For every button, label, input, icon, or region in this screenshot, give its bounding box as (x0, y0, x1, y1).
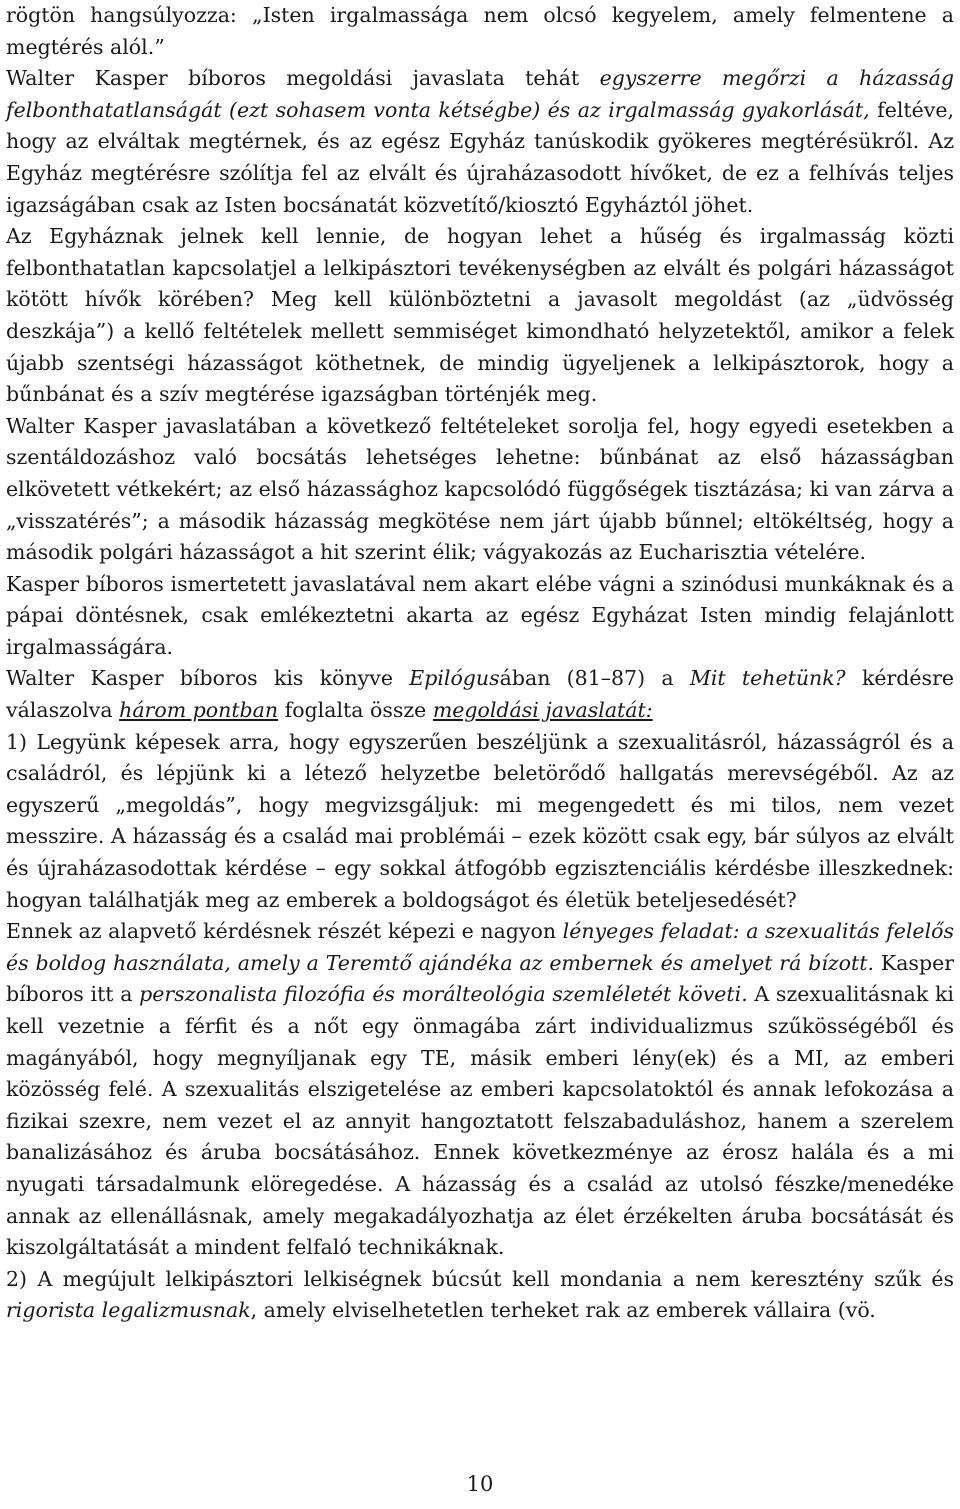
text-run: 1) Legyünk képesek arra, hogy egyszerűen beszéljünk a szexualitásról, házasságról és a családról, és lépjünk ki a létező helyzetbe beletörődő hallgatás merevségéből. Az az egyszerű „megoldás”, hogy megvizsgáljuk: mi megengedett és mi tilos, nem vezet messzire. A házasság és a család mai problémái – ezek között csak egy, bár súlyos az elvált és újraházasodottak kérdése – egy sokkal átfogóbb egzisztenciális kérdésbe illeszkednek: hogyan találhatják meg az emberek a boldogságot és életük beteljesedését? (6, 729, 954, 912)
italic-text-run: Epilógus (409, 666, 500, 691)
text-run: Walter Kasper bíboros kis könyve (6, 666, 410, 691)
paragraph (6, 221, 954, 411)
italic-text-run: megoldási javaslatát: (432, 698, 653, 723)
document-body (6, 0, 954, 1327)
text-run: ában (81–87) a (499, 666, 690, 691)
italic-text-run: három pontban (119, 698, 279, 723)
text-run: , amely elviselhetetlen terheket rak az emberek vállaira (vö. (250, 1298, 876, 1323)
paragraph (6, 411, 954, 569)
text-run: Walter Kasper bíboros megoldási javaslata tehát (6, 66, 600, 91)
text-run: foglalta össze (278, 698, 433, 723)
text-run: Ennek az alapvető kérdésnek részét képezi e nagyon (6, 919, 563, 944)
text-run: A szexualitásnak ki kell vezetnie a férfit és a nőt egy önmagába zárt individualizmus szűkösségéből és magányából, hogy megnyíljanak egy TE, másik emberi lény(ek) és a MI, az emberi közösség felé. A szexualitás elszigetelése az emberi kapcsolatoktól és annak lefokozása a fizikai szexre, nem vezet el az annyit hangoztatott felszabaduláshoz, hanem a szerelem banalizásához és áruba bocsátásához. Ennek következménye az érosz halála és a mi nyugati társadalmunk elöregedése. A házasság és a család az utolsó fészke/menedéke annak az ellenállásnak, amely megakadályozhatja az élet érzékelten áruba bocsátását és kiszolgáltatását a mindent felfaló technikáknak. (6, 982, 954, 1260)
paragraph (6, 727, 954, 917)
italic-text-run: egyszerre megőrzi a házasság felbonthatatlanságát (ezt sohasem vonta kétségbe) és az irgalmasság gyakorlását, (6, 66, 954, 122)
text-run: Az Egyháznak jelnek kell lennie, de hogyan lehet a hűség és irgalmasság közti felbonthatatlan kapcsolatjel a lelkipásztori tevékenységben az elvált és polgári házasságot kötött hívők körében? Meg kell különböztetni a javasolt megoldást (az „üdvösség deszkája”) a kellő feltételek mellett semmiséget kimondható helyzetektől, amikor a felek újabb szentségi házasságot köthetnek, de mindig ügyeljenek a lelkipásztorok, hogy a bűnbánat és a szív megtérése igazságban történjék meg. (6, 224, 954, 407)
paragraph (6, 569, 954, 664)
text-run: 2) A megújult lelkipásztori lelkiségnek búcsút kell mondania a nem keresztény szűk és (6, 1266, 954, 1291)
text-run: feltéve, hogy az elváltak megtérnek, és az egész Egyház tanúskodik gyökeres megtérésükről. Az Egyház megtérésre szólítja fel az elvált és újraházasodott hívőket, de ez a felhívás teljes igazságában csak az Isten bocsánatát közvetítő/kiosztó Egyháztól jöhet. (6, 97, 954, 217)
italic-text-run: Mit tehetünk? (689, 666, 846, 691)
text-run: Walter Kasper javaslatában a következő feltételeket sorolja fel, hogy egyedi esetekben a szentáldozáshoz való bocsátás lehetséges lehetne: bűnbánat az első házasságban elkövetett vétkekért; az első házassághoz kapcsolódó függőségek tisztázása; ki van zárva a „visszatérés”; a második házasság megkötése nem járt újabb bűnnel; eltökéltség, hogy a második polgári házasságot a hit szerint élik; vágyakozás az Eucharisztia vételére. (6, 413, 954, 565)
paragraph (6, 0, 954, 63)
italic-text-run: lényeges feladat: a szexualitás felelős és boldog használata, amely a Teremtő ajándéka az embernek és amelyet rá bízott. (6, 919, 954, 975)
paragraph (6, 663, 954, 726)
page-number: 10 (466, 1472, 494, 1496)
paragraph (6, 63, 954, 221)
text-run: Kasper bíboros itt a (6, 950, 954, 1007)
text-run: rögtön hangsúlyozza: „Isten irgalmassága nem olcsó kegyelem, amely felmentene a megtérés alól.” (6, 3, 954, 59)
text-run: kérdésre válaszolva (6, 666, 954, 723)
italic-text-run: rigorista legalizmusnak (6, 1298, 251, 1323)
paragraph (6, 1264, 954, 1327)
text-run: Kasper bíboros ismertetett javaslatával nem akart elébe vágni a szinódusi munkáknak és a pápai döntésnek, csak emlékeztetni akarta az egész Egyházat Isten mindig felajánlott irgalmasságára. (6, 571, 954, 659)
italic-text-run: perszonalista filozófia és morálteológia szemléletét követi. (139, 982, 748, 1007)
paragraph (6, 916, 954, 1264)
